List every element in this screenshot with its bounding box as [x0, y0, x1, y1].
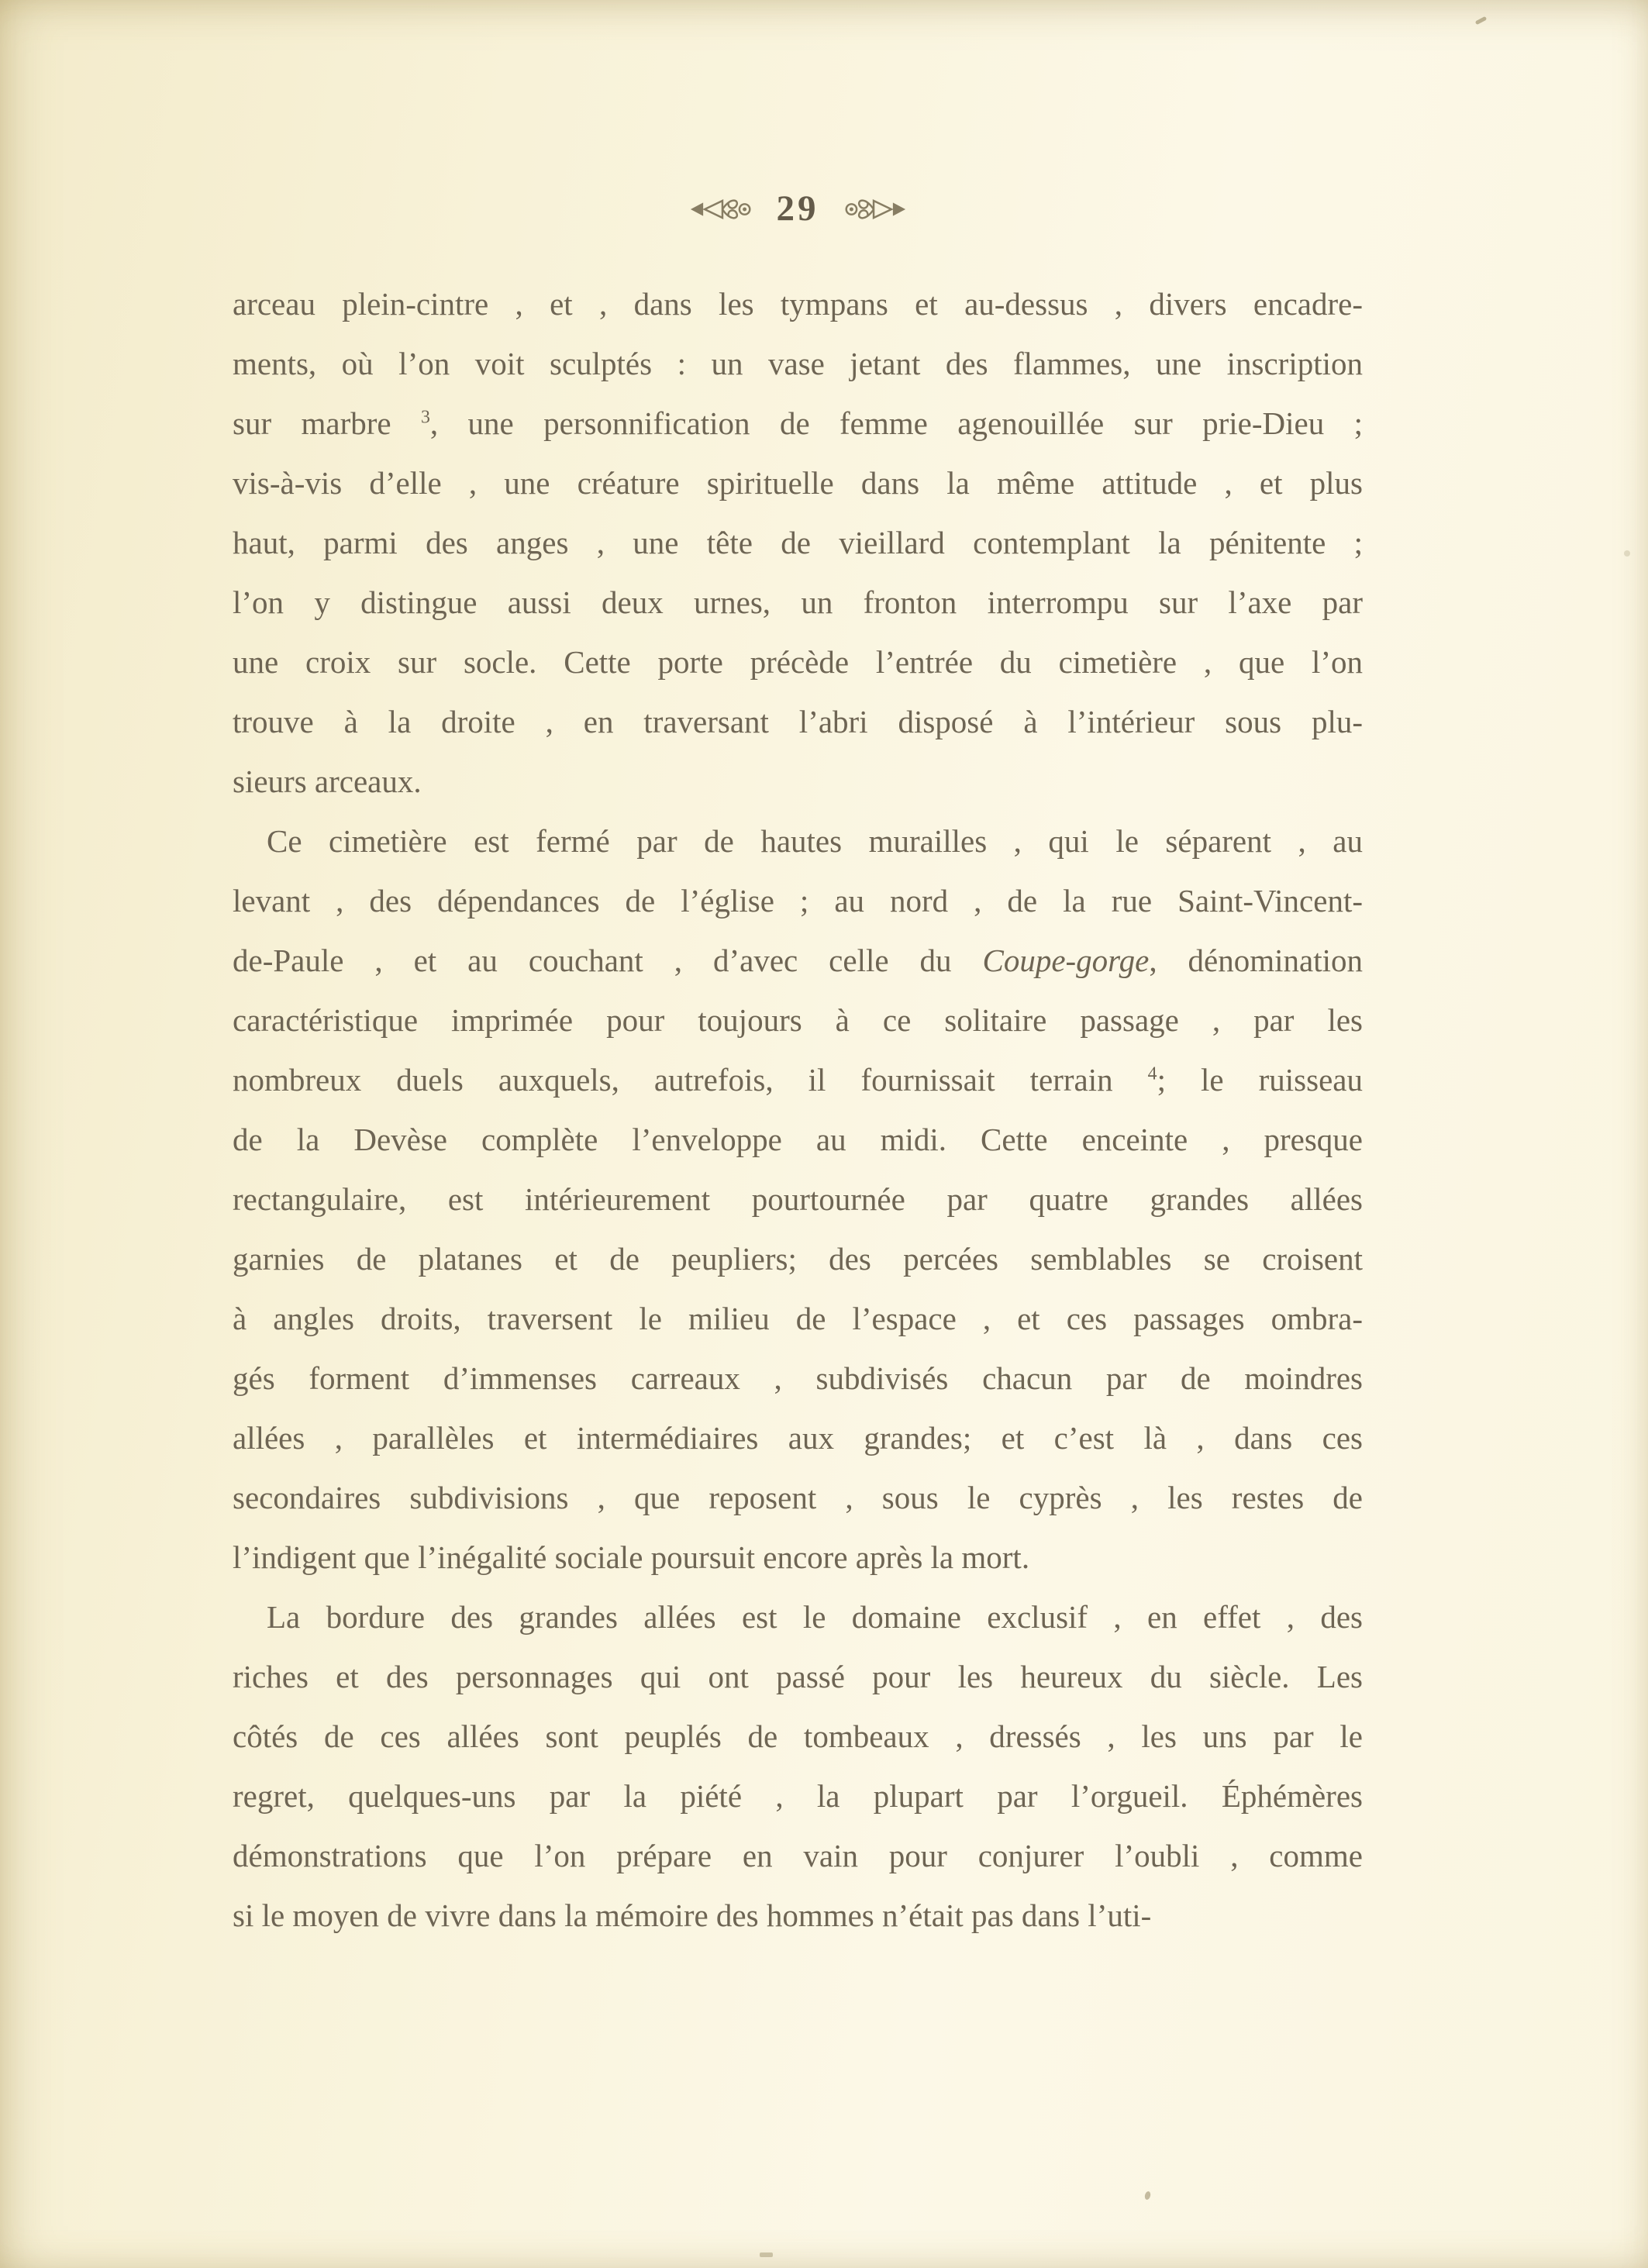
text-line — [233, 1229, 1363, 1289]
text-segment: nombreux duels auxquels, autrefois, il fournissait terrain — [233, 1062, 1148, 1098]
text-segment: côtés de ces allées sont peuplés de tombeaux , dressés , les uns par le — [233, 1718, 1363, 1754]
text-segment: ments, où l’on voit sculptés : un vase jetant des flammes, une inscription — [233, 346, 1363, 381]
text-line — [233, 931, 1363, 991]
footnote-marker: 4 — [1147, 1063, 1157, 1084]
paragraph — [233, 274, 1363, 812]
text-segment: arceau plein-cintre , et , dans les tympans et au-dessus , divers encadre- — [233, 286, 1363, 322]
text-line — [233, 632, 1363, 692]
page-header — [233, 188, 1363, 229]
text-line — [233, 752, 1363, 812]
text-line — [233, 1587, 1363, 1647]
text-segment: caractéristique imprimée pour toujours à ce solitaire passage , par les — [233, 1002, 1363, 1038]
text-line — [233, 812, 1363, 871]
text-line — [233, 1050, 1363, 1110]
text-segment: regret, quelques-uns par la piété , la plupart par l’orgueil. Éphémères — [233, 1778, 1363, 1814]
text-line — [233, 991, 1363, 1050]
text-line — [233, 334, 1363, 394]
text-segment: démonstrations que l’on prépare en vain pour conjurer l’oubli , comme — [233, 1838, 1363, 1873]
text-segment: à angles droits, traversent le milieu de l’espace , et ces passages ombra- — [233, 1301, 1363, 1336]
page-number: 29 — [776, 188, 819, 229]
text-segment: gés forment d’immenses carreaux , subdivisés chacun par de moindres — [233, 1360, 1363, 1396]
text-segment: ; le ruisseau — [1157, 1062, 1363, 1098]
text-line — [233, 1528, 1363, 1587]
text-segment: trouve à la droite , en traversant l’abri disposé à l’intérieur sous plu- — [233, 704, 1363, 739]
text-segment: sur marbre — [233, 405, 421, 441]
text-segment: l’indigent que l’inégalité sociale poursuit encore après la mort. — [233, 1539, 1030, 1575]
text-line — [233, 453, 1363, 513]
text-segment: allées , parallèles et intermédiaires aux grandes; et c’est là , dans ces — [233, 1420, 1363, 1456]
text-segment: , dénomination — [1149, 943, 1363, 978]
text-segment: de-Paule , et au couchant , d’avec celle du — [233, 943, 983, 978]
text-segment: Ce cimetière est fermé par de hautes murailles , qui le séparent , au — [267, 823, 1363, 859]
text-line — [233, 1707, 1363, 1766]
text-segment: vis-à-vis d’elle , une créature spirituelle dans la même attitude , et plus — [233, 465, 1363, 501]
text-line — [233, 1886, 1363, 1946]
text-line — [233, 394, 1363, 453]
fleuron-right-icon — [841, 193, 908, 226]
text-line — [233, 513, 1363, 573]
text-segment: riches et des personnages qui ont passé pour les heureux du siècle. Les — [233, 1659, 1363, 1694]
footnote-marker: 3 — [421, 407, 430, 428]
fleuron-left-icon — [688, 193, 755, 226]
paragraph — [233, 1587, 1363, 1946]
text-line — [233, 1826, 1363, 1886]
text-segment: haut, parmi des anges , une tête de vieillard contemplant la pénitente ; — [233, 525, 1363, 560]
text-segment: La bordure des grandes allées est le domaine exclusif , en effet , des — [267, 1599, 1363, 1635]
paper-speck — [1624, 550, 1630, 557]
text-segment: levant , des dépendances de l’église ; au nord , de la rue Saint-Vincent- — [233, 883, 1363, 919]
text-segment: secondaires subdivisions , que reposent , sous le cyprès , les restes de — [233, 1480, 1363, 1515]
text-line — [233, 274, 1363, 334]
italic-segment: Coupe-gorge — [982, 943, 1150, 978]
text-line — [233, 1766, 1363, 1826]
text-segment: rectangulaire, est intérieurement pourtournée par quatre grandes allées — [233, 1181, 1363, 1217]
paper-speck — [1144, 2190, 1152, 2200]
paper-speck — [760, 2252, 773, 2257]
text-line — [233, 871, 1363, 931]
text-segment: de la Devèse complète l’enveloppe au midi. Cette enceinte , presque — [233, 1122, 1363, 1157]
text-line — [233, 573, 1363, 632]
text-segment: une croix sur socle. Cette porte précède l’entrée du cimetière , que l’on — [233, 644, 1363, 680]
text-line — [233, 692, 1363, 752]
text-segment: sieurs arceaux. — [233, 763, 422, 799]
text-line — [233, 1468, 1363, 1528]
text-segment: l’on y distingue aussi deux urnes, un fronton interrompu sur l’axe par — [233, 584, 1363, 620]
text-line — [233, 1349, 1363, 1408]
text-line — [233, 1170, 1363, 1229]
text-line — [233, 1647, 1363, 1707]
text-segment: garnies de platanes et de peupliers; des percées semblables se croisent — [233, 1241, 1363, 1277]
text-line — [233, 1408, 1363, 1468]
text-block — [233, 274, 1363, 1946]
text-line — [233, 1289, 1363, 1349]
text-segment: si le moyen de vivre dans la mémoire des hommes n’était pas dans l’uti- — [233, 1897, 1152, 1933]
paragraph — [233, 812, 1363, 1587]
paper-speck — [1475, 16, 1488, 25]
text-line — [233, 1110, 1363, 1170]
text-segment: , une personnification de femme agenouillée sur prie-Dieu ; — [429, 405, 1363, 441]
